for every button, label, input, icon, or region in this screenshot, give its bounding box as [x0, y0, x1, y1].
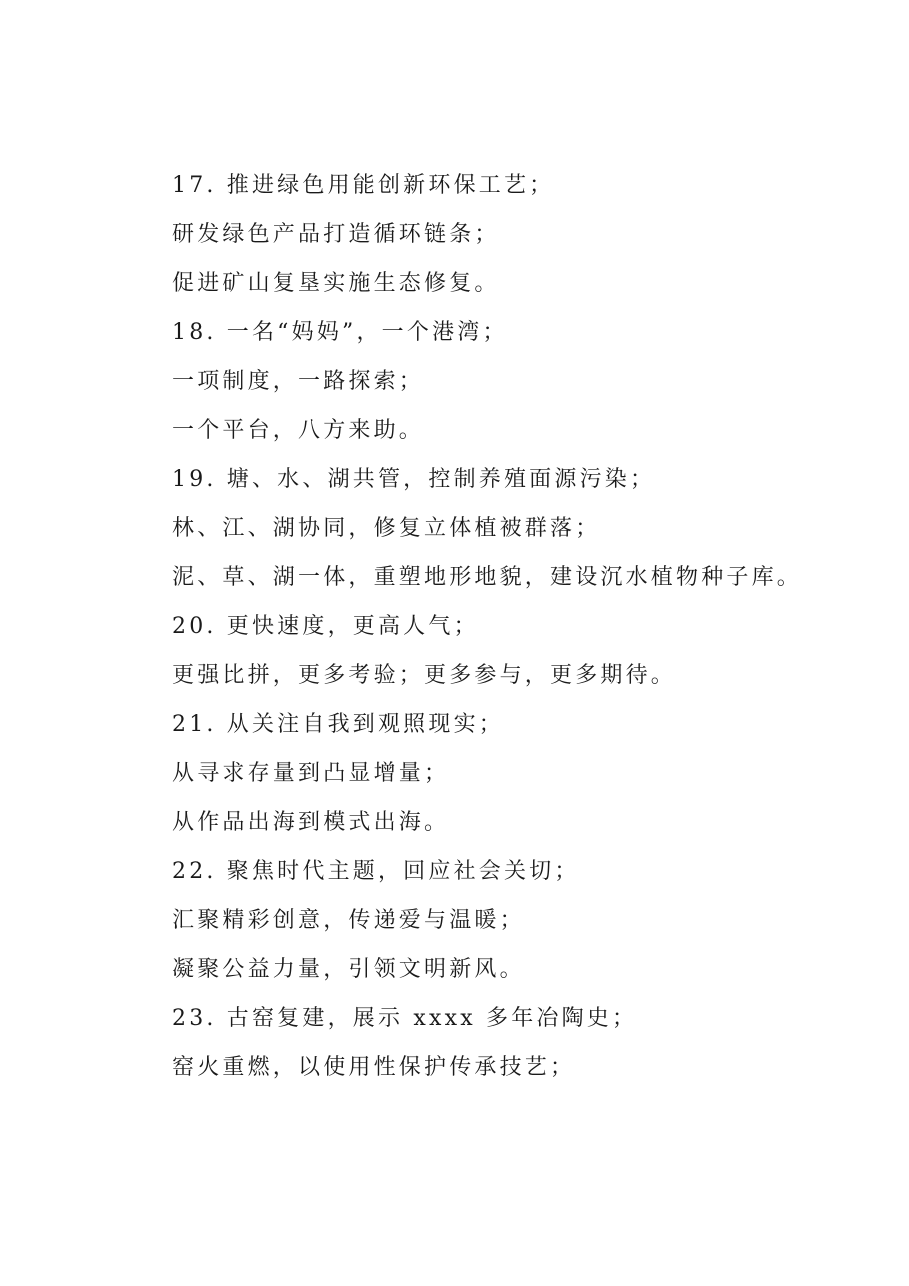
text-line: 泥、草、湖一体，重塑地形地貌，建设沉水植物种子库。 — [172, 565, 803, 590]
text-line: 促进矿山复垦实施生态修复。 — [172, 271, 500, 296]
text-line: 19. 塘、水、湖共管，控制养殖面源污染； — [172, 467, 656, 492]
text-line: 更强比拼，更多考验；更多参与，更多期待。 — [172, 663, 677, 688]
text-line: 20. 更快速度，更高人气； — [172, 614, 479, 639]
text-line: 林、江、湖协同，修复立体植被群落； — [172, 516, 601, 541]
text-line: 研发绿色产品打造循环链条； — [172, 222, 500, 247]
text-line: 17. 推进绿色用能创新环保工艺； — [172, 173, 555, 198]
text-line: 从作品出海到模式出海。 — [172, 810, 450, 835]
text-line: 汇聚精彩创意，传递爱与温暖； — [172, 908, 525, 933]
text-line: 窑火重燃，以使用性保护传承技艺； — [172, 1055, 576, 1080]
text-line: 凝聚公益力量，引领文明新风。 — [172, 957, 525, 982]
text-line: 18. 一名“妈妈”，一个港湾； — [172, 320, 508, 345]
text-line: 23. 古窑复建，展示 xxxx 多年冶陶史； — [172, 1006, 638, 1031]
text-line: 22. 聚焦时代主题，回应社会关切； — [172, 859, 580, 884]
text-line: 从寻求存量到凸显增量； — [172, 761, 450, 786]
text-line: 一个平台，八方来助。 — [172, 418, 425, 443]
text-line: 21. 从关注自我到观照现实； — [172, 712, 504, 737]
text-line: 一项制度，一路探索； — [172, 369, 425, 394]
document-body — [172, 166, 872, 1097]
